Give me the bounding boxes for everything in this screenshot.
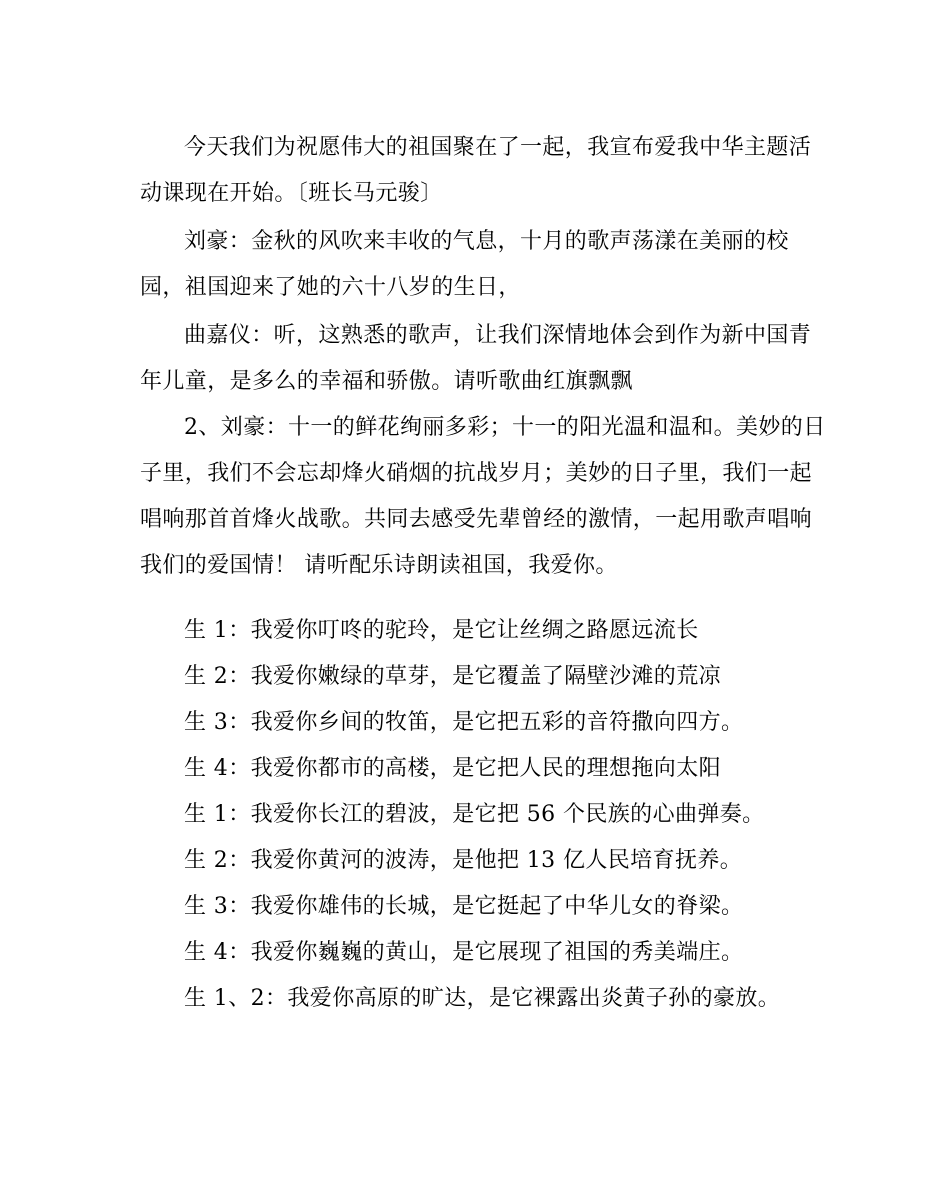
paragraph-opening: [140, 125, 810, 217]
text-line: 动课现在开始。〔班长马元骏〕: [140, 181, 443, 206]
text-line: 子里，我们不会忘却烽火硝烟的抗战岁月；美妙的日子里，我们一起: [140, 461, 813, 486]
poem-line: 生 1：我爱你叮咚的驼玲，是它让丝绸之路愿远流长: [184, 618, 699, 643]
poem-line: 生 3：我爱你雄伟的长城，是它挺起了中华儿女的脊梁。: [184, 894, 744, 919]
text-line: 刘豪：金秋的风吹来丰收的气息，十月的歌声荡漾在美丽的校: [184, 229, 789, 254]
poem-line: 生 2：我爱你嫩绿的草芽，是它覆盖了隔壁沙滩的荒凉: [184, 664, 721, 689]
poem-line: 生 2：我爱你黄河的波涛，是他把 13 亿人民培育抚养。: [184, 848, 743, 873]
poem-line: 生 3：我爱你乡间的牧笛，是它把五彩的音符撒向四方。: [184, 710, 744, 735]
paragraph-liuhao-1: [140, 219, 810, 311]
text-line: 曲嘉仪：听，这熟悉的歌声，让我们深情地体会到作为新中国青: [184, 323, 812, 348]
paragraph-qujiayi: [140, 313, 810, 405]
poem-line: 生 4：我爱你都市的高楼，是它把人民的理想拖向太阳: [184, 756, 721, 781]
poem-line: 生 1：我爱你长江的碧波，是它把 56 个民族的心曲弹奏。: [184, 802, 765, 827]
text-line: 园，祖国迎来了她的六十八岁的生日，: [140, 275, 521, 300]
text-line: 今天我们为祝愿伟大的祖国聚在了一起，我宣布爱我中华主题活: [184, 135, 812, 160]
text-line: 我们的爱国情！ 请听配乐诗朗读祖国，我爱你。: [140, 553, 618, 578]
text-line: 年儿童，是多么的幸福和骄傲。请听歌曲红旗飘飘: [140, 369, 633, 394]
text-line: 唱响那首首烽火战歌。共同去感受先辈曾经的激情，一起用歌声唱响: [140, 507, 813, 532]
poem-line: 生 1、2：我爱你高原的旷达，是它裸露出炎黄子孙的豪放。: [184, 986, 781, 1011]
text-line: 2、刘豪：十一的鲜花绚丽多彩；十一的阳光温和温和。美妙的日: [184, 415, 826, 440]
poem-lines: [140, 608, 810, 1022]
paragraph-liuhao-2: [140, 405, 826, 589]
poem-line: 生 4：我爱你巍巍的黄山，是它展现了祖国的秀美端庄。: [184, 940, 744, 965]
